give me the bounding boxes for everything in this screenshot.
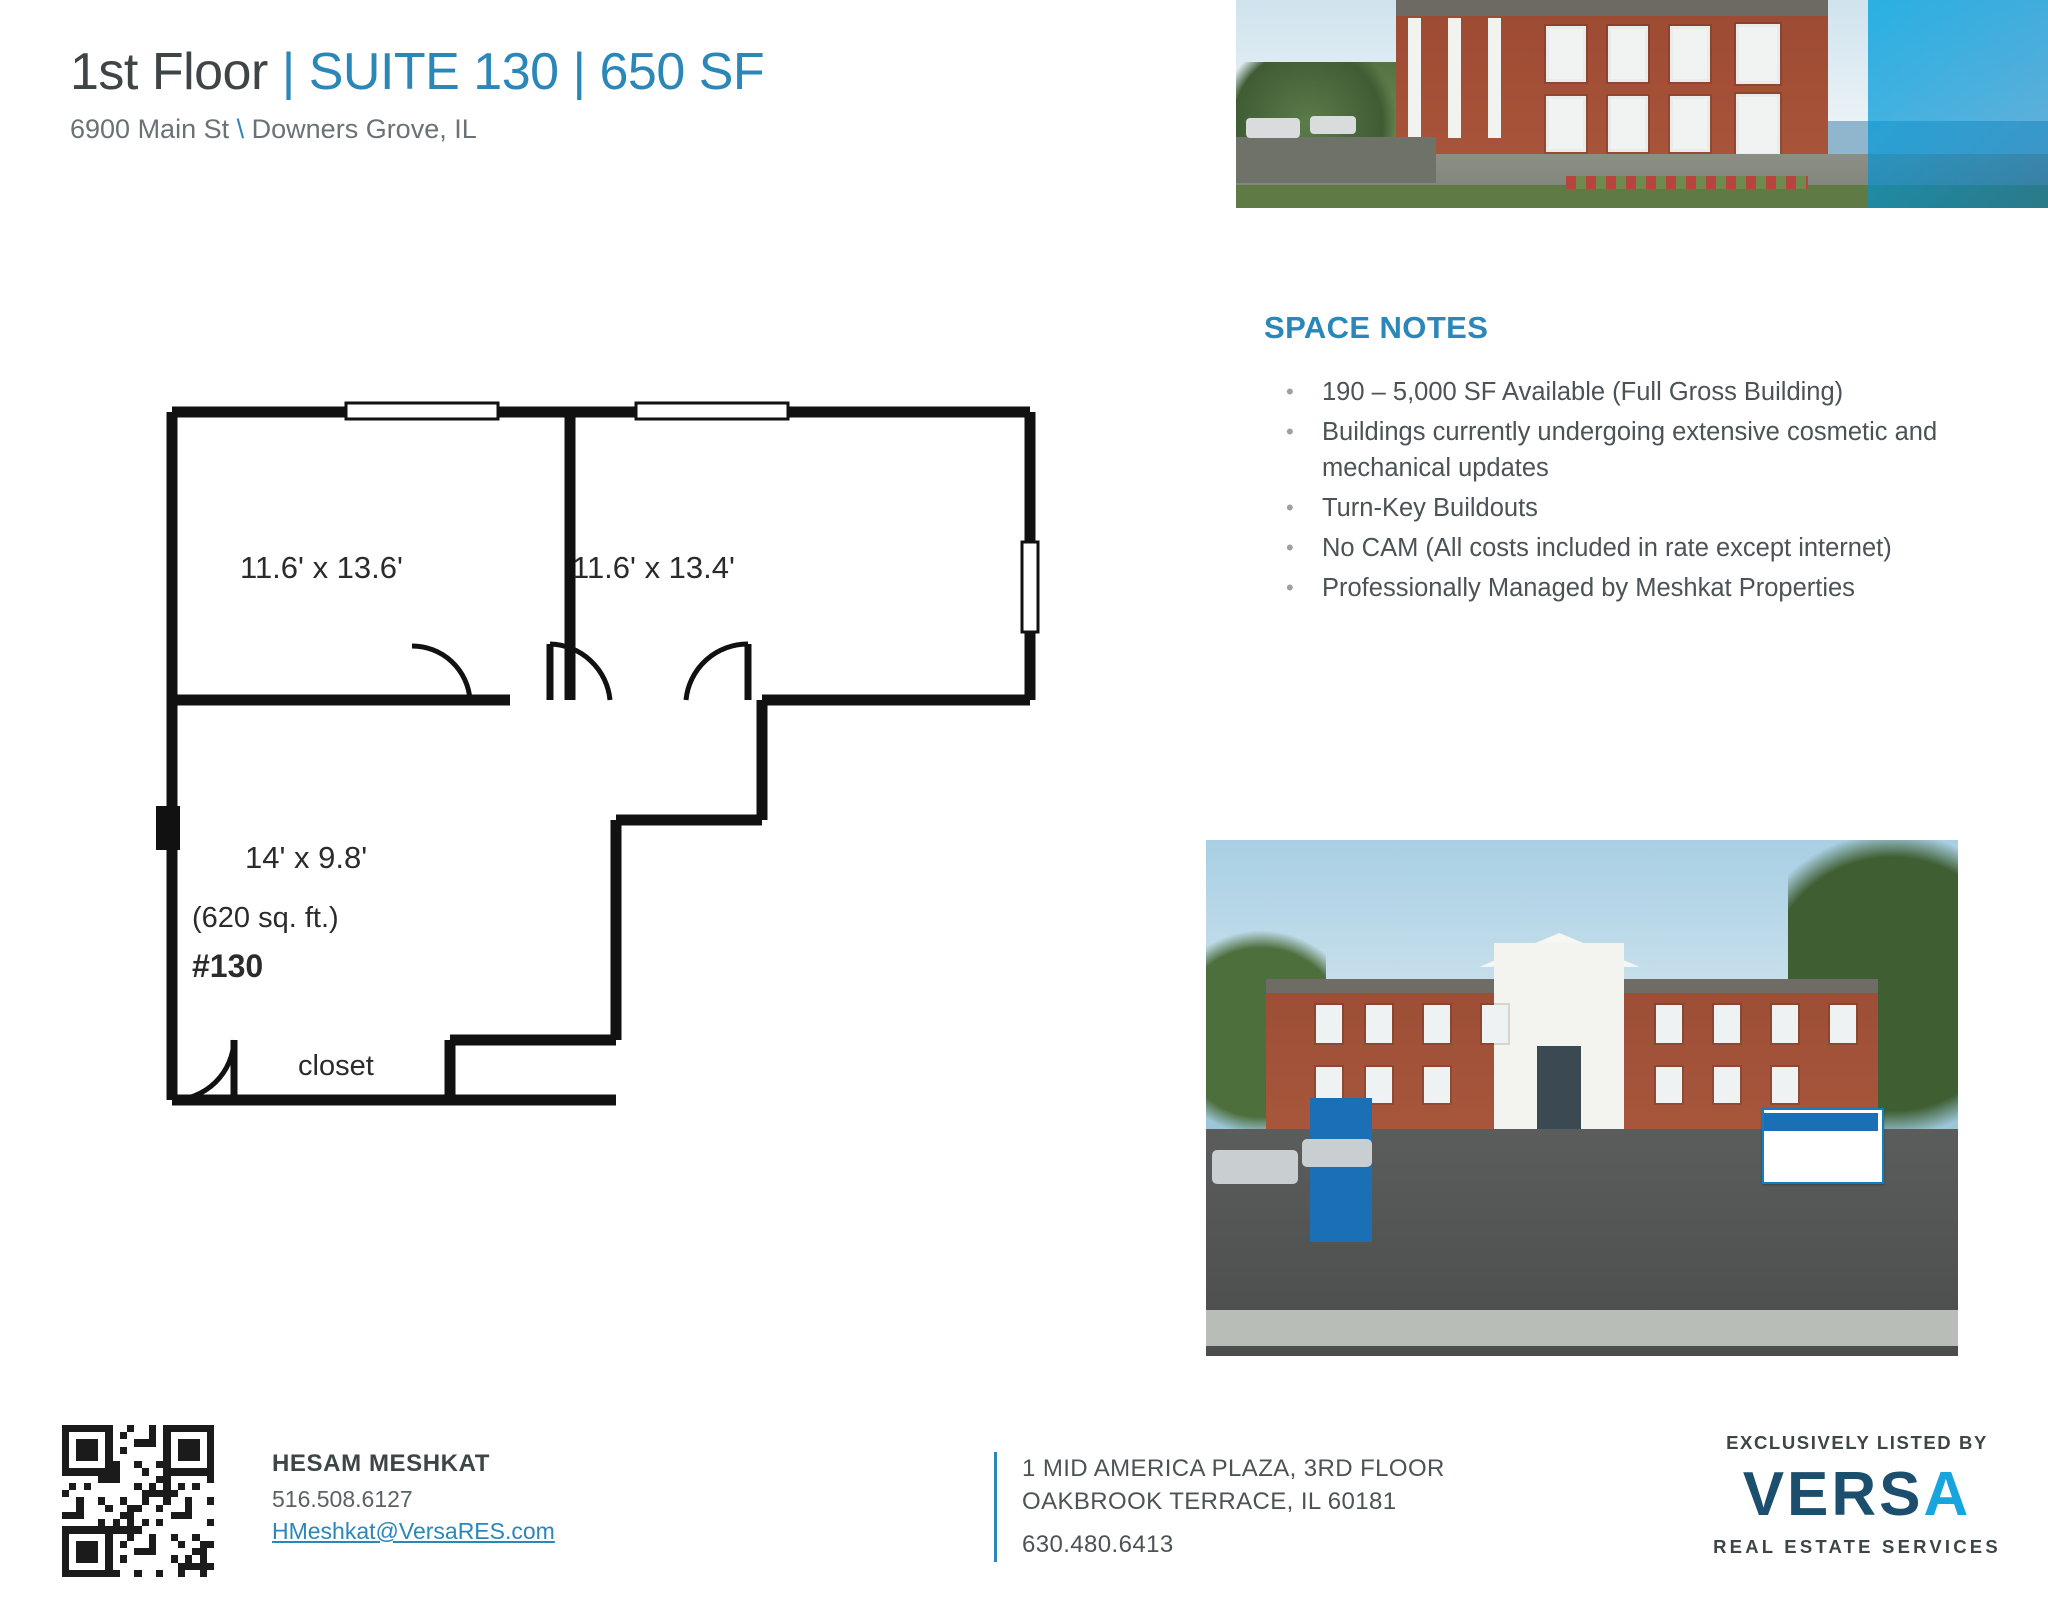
photo-window-5 xyxy=(1546,96,1586,152)
closet-label: closet xyxy=(298,1050,374,1082)
photo-car-1 xyxy=(1212,1150,1298,1184)
bullet-icon: • xyxy=(1286,535,1294,560)
photo-window-1 xyxy=(1546,26,1586,82)
photo-sidewalk xyxy=(1206,1310,1958,1346)
list-item xyxy=(1264,530,1984,566)
brand-name xyxy=(1692,1460,2022,1529)
contact-phone: 516.508.6127 xyxy=(272,1486,413,1512)
brand-name-main: VERS xyxy=(1742,1460,1924,1529)
window-top-right xyxy=(636,403,788,419)
photo-column-2 xyxy=(1448,18,1461,138)
subtitle-street: 6900 Main St xyxy=(70,114,230,144)
space-note-text: Buildings currently undergoing extensive cosmetic and mechanical updates xyxy=(1322,418,1938,482)
photo-window-12 xyxy=(1656,1067,1682,1103)
photo-window-5 xyxy=(1656,1005,1682,1043)
photo-roofline xyxy=(1396,0,1828,16)
brand-tagline: REAL ESTATE SERVICES xyxy=(1713,1536,2001,1557)
page-title-floor: 1st Floor xyxy=(70,43,268,101)
photo-window-1 xyxy=(1316,1005,1342,1043)
door-swing-left-room xyxy=(412,646,470,700)
room-1-dimensions: 11.6' x 13.6' xyxy=(240,550,403,585)
company-address-block xyxy=(1022,1452,1542,1561)
photo-window-7 xyxy=(1772,1005,1798,1043)
space-notes-heading: SPACE NOTES xyxy=(1264,310,1489,345)
photo-flower-bed xyxy=(1566,176,1808,189)
page-title-block xyxy=(70,42,1170,145)
photo-window-6 xyxy=(1714,1005,1740,1043)
photo-window-14 xyxy=(1772,1067,1798,1103)
title-separator-2: | xyxy=(572,43,586,101)
brand-logo-block xyxy=(1692,1432,2022,1558)
space-notes-section xyxy=(1264,310,1984,610)
photo-for-lease-sign-header xyxy=(1764,1113,1878,1131)
room-3-dimensions: 14' x 9.8' xyxy=(245,840,368,875)
photo-window-6 xyxy=(1608,96,1648,152)
footer-divider xyxy=(994,1452,997,1562)
contact-block xyxy=(272,1450,672,1545)
window-top-left xyxy=(346,403,498,419)
list-item xyxy=(1264,414,1984,486)
room-3-square-feet: (620 sq. ft.) xyxy=(192,902,339,934)
door-arc-entry xyxy=(172,1040,234,1100)
door-arc-left xyxy=(550,644,610,700)
photo-window-4 xyxy=(1482,1005,1508,1043)
building-exterior-photo-bottom xyxy=(1206,840,1958,1356)
qr-code[interactable] xyxy=(62,1425,214,1577)
bullet-icon: • xyxy=(1286,379,1294,404)
qr-code-grid xyxy=(62,1425,214,1577)
window-openings xyxy=(346,403,1038,632)
contact-email-link[interactable]: HMeshkat@VersaRES.com xyxy=(272,1518,555,1544)
space-note-text: Turn-Key Buildouts xyxy=(1322,494,1538,522)
subtitle-city: Downers Grove, IL xyxy=(251,114,477,144)
page-title-suite: SUITE 130 xyxy=(308,43,559,101)
bullet-icon: • xyxy=(1286,419,1294,444)
bullet-icon: • xyxy=(1286,575,1294,600)
room-3-suite-number: #130 xyxy=(192,948,264,984)
subtitle-slash: \ xyxy=(236,114,245,144)
address-line-1: 1 MID AMERICA PLAZA, 3RD FLOOR xyxy=(1022,1455,1445,1482)
title-separator-1: | xyxy=(281,43,295,101)
door-arc-right xyxy=(686,644,748,700)
list-item xyxy=(1264,490,1984,526)
photo-window-8 xyxy=(1736,94,1780,156)
floor-plan-drawing xyxy=(150,400,1150,1280)
photo-window-7 xyxy=(1670,96,1710,152)
photo-entry-door xyxy=(1537,1046,1581,1139)
bullet-icon: • xyxy=(1286,495,1294,520)
photo-window-3 xyxy=(1670,26,1710,82)
photo-car-2 xyxy=(1310,116,1356,134)
wall-jamb-left xyxy=(156,806,180,850)
space-note-text: Professionally Managed by Meshkat Properties xyxy=(1322,574,1855,602)
photo-window-13 xyxy=(1714,1067,1740,1103)
list-item xyxy=(1264,374,1984,410)
photo-window-11 xyxy=(1424,1067,1450,1103)
address-line-2: OAKBROOK TERRACE, IL 60181 xyxy=(1022,1488,1397,1515)
photo-window-2 xyxy=(1608,26,1648,82)
photo-car-2 xyxy=(1302,1139,1372,1167)
company-phone: 630.480.6413 xyxy=(1022,1531,1174,1558)
space-note-text: No CAM (All costs included in rate except internet) xyxy=(1322,534,1892,562)
brand-name-accent: A xyxy=(1923,1460,1972,1529)
photo-column-3 xyxy=(1488,18,1501,138)
page-subtitle xyxy=(70,114,1170,145)
photo-window-2 xyxy=(1366,1005,1392,1043)
page-title-sf: 650 SF xyxy=(599,43,765,101)
photo-car-1 xyxy=(1246,118,1300,138)
list-item xyxy=(1264,570,1984,606)
photo-column-1 xyxy=(1408,18,1421,138)
space-note-text: 190 – 5,000 SF Available (Full Gross Building) xyxy=(1322,378,1844,406)
page-title xyxy=(70,42,1170,102)
space-notes-list xyxy=(1264,374,1984,606)
building-exterior-photo-top xyxy=(1236,0,2048,208)
contact-name: HESAM MESHKAT xyxy=(272,1450,491,1477)
window-right xyxy=(1022,542,1038,632)
photo-window-8 xyxy=(1830,1005,1856,1043)
photo-window-4 xyxy=(1736,24,1780,84)
brand-eyebrow: EXCLUSIVELY LISTED BY xyxy=(1726,1432,1988,1453)
photo-monument-sign xyxy=(1310,1098,1372,1242)
room-2-dimensions: 11.6' x 13.4' xyxy=(572,550,735,585)
photo-parking-lot xyxy=(1236,137,1436,183)
photo-window-3 xyxy=(1424,1005,1450,1043)
photo-cyan-overlay xyxy=(1868,0,2048,208)
